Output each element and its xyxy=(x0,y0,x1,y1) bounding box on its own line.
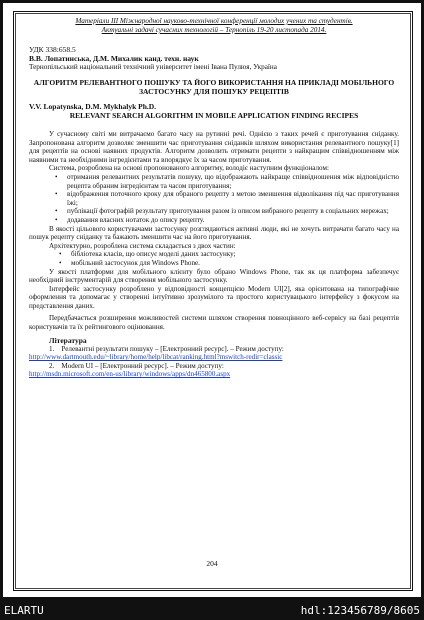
article-content xyxy=(29,17,399,379)
repository-footer xyxy=(0,600,424,620)
bullet-icon: • xyxy=(55,172,58,181)
document-page xyxy=(3,3,421,597)
bullet-item: • відображення поточного кроку для обраного рецепту з метою зменшення відволікання під час приготування їжі; xyxy=(55,190,399,207)
bullet-icon: • xyxy=(55,215,58,224)
title-ua: АЛГОРИТМ РЕЛЕВАНТНОГО ПОШУКУ ТА ЙОГО ВИКОРИСТАННЯ НА ПРИКЛАДІ МОБІЛЬНОГО ЗАСТОСУНКУ ДЛЯ ПОШУКУ РЕЦЕПТІВ xyxy=(33,78,395,96)
reference-2: 2. Modern UI – [Електронний ресурс]. – Режим доступу: http://msdn.microsoft.com/en-us/library/windows/apps/dn465800.aspx xyxy=(29,361,231,379)
handle-identifier[interactable]: hdl:123456789/8605 xyxy=(300,604,420,617)
bullet-item: • публікації фотографій результату приготування разом із описом вибраного рецепту в соціальних мережах; xyxy=(55,207,389,216)
page-number: 204 xyxy=(206,559,218,568)
repository-name: ELARTU xyxy=(4,604,44,617)
paragraph-platform: У якості платформи для мобільного клієнту було обрано Windows Phone, так як ця платформа забезпечує необхідний інструментарій для створення мобільного застосунку. xyxy=(29,267,399,285)
paragraph-interface: Інтерфейс застосунку розроблено у відповідності концепцією Modern UI[2], яка орієнтована на типографічне оформлення та допомагає у створенні інтуїтивно зрозумілого та простого користувацького інтерфейсу з фокусом на представлення даних. xyxy=(29,284,399,310)
paragraph-intro: У сучасному світі ми витрачаємо багато часу на рутинні речі. Однією з таких речей є приготування сніданку. Запропонована алгоритм дозволяє зменшити час приготування сніданків шляхом використання релевантного пошуку[1] для рецептів на основі наявних продуктів. Алгоритм дозволить отримати рецепти з найкращим співвідношенням між наявними та необхідними інгредієнтами та впорядкує їх за часом приготування. xyxy=(29,130,399,164)
conference-header-line-1: Матеріали ІІІ Міжнародної науково-технічної конференції молодих учених та студентів. xyxy=(75,17,353,25)
literature-heading: Література xyxy=(49,335,87,345)
bullet-icon: • xyxy=(55,207,58,216)
bullet-icon: • xyxy=(59,250,62,259)
authors-ua: В.В. Лопатинська, Д.М. Михалик канд. техн. наук xyxy=(29,54,199,63)
authors-en: V.V. Lopatynska, D.M. Mykhalyk Ph.D. xyxy=(29,102,157,111)
bullet-item: • отримання релевантних результатів пошуку, що відображають найкраще співвідношення між відповідністю рецепта обраним інгредієнтам та часом приготування; xyxy=(55,172,399,190)
bullet-item: • мобільний застосунок для Windows Phone. xyxy=(59,258,200,267)
reference-1: 1. Релевантні результати пошуку – [Електронний ресурс]. – Режим доступу: http://www.dartmouth.edu/~library/home/help/libcat/ranking.html?mswitch-redir=classic xyxy=(29,344,284,362)
affiliation: Тернопільський національний технічний університет імені Івана Пулюя, Україна xyxy=(29,63,277,71)
paragraph-future: Передбачається розширення можливостей системи шляхом створення повноцінного веб-сервісу на базі рецептів користувачів та їх рейтингового оцінювання. xyxy=(29,314,399,332)
title-en: RELEVANT SEARCH ALGORITHM IN MOBILE APPLICATION FINDING RECIPES xyxy=(69,111,359,120)
paragraph-target-users: В якості цільового користувачами застосунку розглядаються активні люди, які не хочуть витрачати багато часу на пошук рецепту сніданку та бажають зменшити час на його приготування. xyxy=(29,224,399,242)
paragraph-functionality: Система, розроблена на основі пропонованого алгоритму, володіє наступним функціоналом: xyxy=(49,164,329,173)
bullet-item: • додавання власних нотаток до опису рецепту. xyxy=(55,215,205,224)
bullet-icon: • xyxy=(55,190,58,199)
reference-2-link[interactable]: http://msdn.microsoft.com/en-us/library/windows/apps/dn465800.aspx xyxy=(29,370,231,379)
conference-header-line-2: Актуальні задачі сучасних технологій – Тернопіль 19-20 листопада 2014. xyxy=(101,26,327,34)
reference-1-link[interactable]: http://www.dartmouth.edu/~library/home/help/libcat/ranking.html?mswitch-redir=classic xyxy=(29,353,283,362)
paragraph-architecture: Архітектурно, розроблена система складається з двох частин: xyxy=(49,241,236,250)
udk-code: УДК 338:658.5 xyxy=(29,45,76,54)
bullet-item: • бібліотека класів, що описує моделі даних застосунку; xyxy=(59,250,236,259)
bullet-icon: • xyxy=(59,258,62,267)
